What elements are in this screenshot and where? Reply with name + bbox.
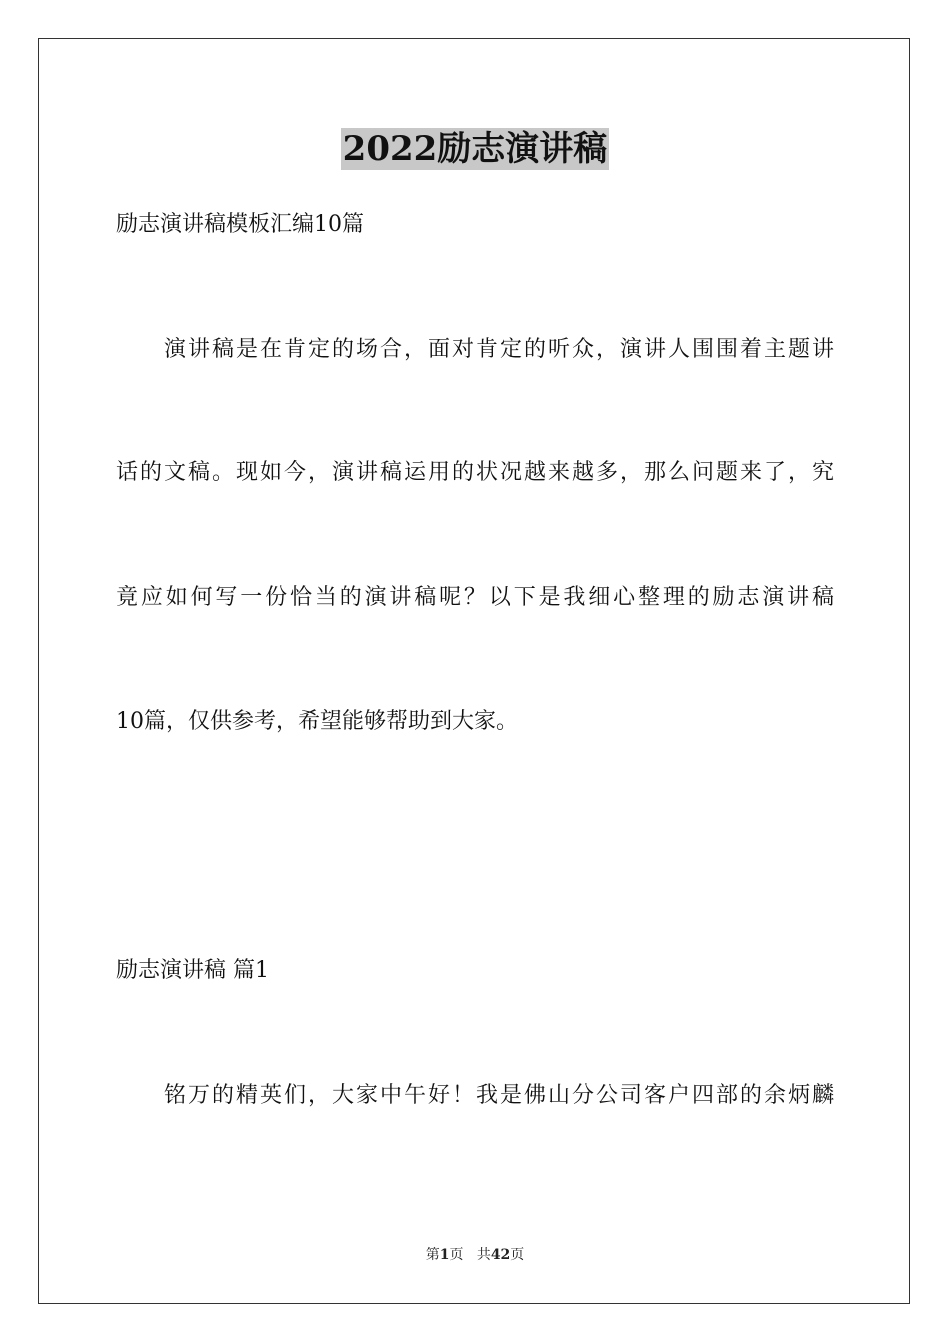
intro-line-1: 演讲稿是在肯定的场合，面对肯定的听众，演讲人围围着主题讲 — [164, 337, 834, 362]
title-container — [0, 128, 950, 170]
footer-page-prefix: 第 — [425, 1247, 440, 1263]
section-heading: 励志演讲稿 篇1 — [116, 958, 269, 983]
footer-total-suffix: 页 — [510, 1247, 525, 1263]
section-first-line: 铭万的精英们，大家中午好！我是佛山分公司客户四部的余炳麟 — [164, 1083, 834, 1108]
intro-line-3: 竟应如何写一份恰当的演讲稿呢？以下是我细心整理的励志演讲稿 — [116, 585, 834, 610]
footer-page-number: 1 — [439, 1247, 450, 1263]
page-footer — [0, 1245, 950, 1265]
intro-line-2: 话的文稿。现如今，演讲稿运用的状况越来越多，那么问题来了，究 — [116, 460, 834, 485]
document-subtitle: 励志演讲稿模板汇编10篇 — [116, 212, 364, 237]
footer-total-prefix: 共 — [476, 1247, 491, 1263]
footer-total-pages: 42 — [490, 1247, 511, 1263]
footer-page-suffix: 页 — [449, 1247, 464, 1263]
intro-line-4: 10篇，仅供参考，希望能够帮助到大家。 — [116, 709, 518, 734]
document-title: 2022励志演讲稿 — [342, 129, 608, 169]
